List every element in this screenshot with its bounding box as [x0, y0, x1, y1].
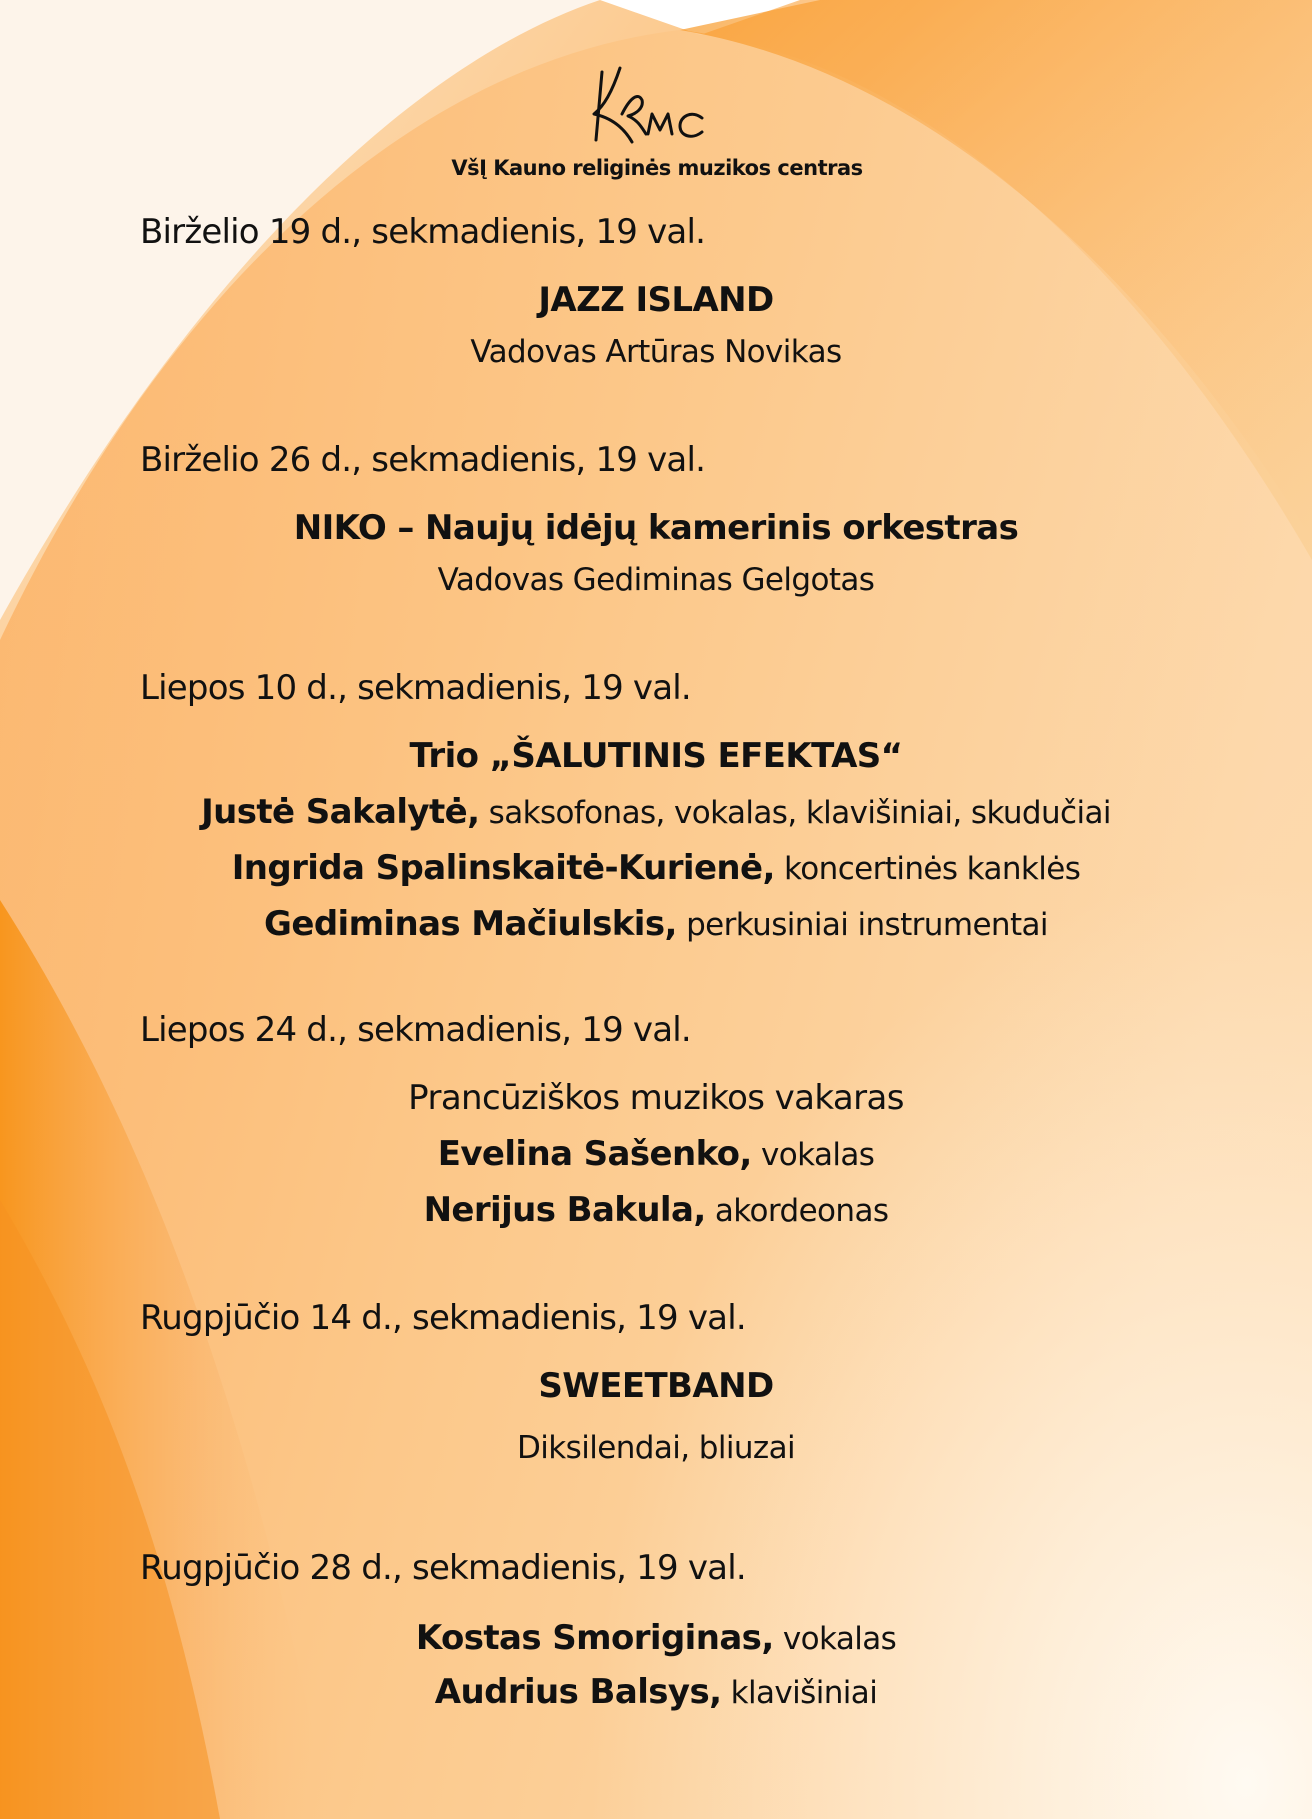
performer-name: Gediminas Mačiulskis, [264, 904, 677, 944]
event-6-performer-1 [0, 1618, 1312, 1658]
performer-role: vokalas [751, 1137, 875, 1173]
performer-name: Nerijus Bakula, [423, 1190, 706, 1230]
event-3-performer-1 [0, 792, 1312, 832]
event-5-genre: Diksilendai, bliuzai [517, 1430, 795, 1466]
performer-role: perkusiniai instrumentai [676, 907, 1048, 943]
event-1-leader: Vadovas Artūras Novikas [470, 334, 842, 370]
event-5-date: Rugpjūčio 14 d., sekmadienis, 19 val. [140, 1298, 746, 1338]
performer-name: Audrius Balsys, [434, 1672, 722, 1712]
event-5-title: SWEETBAND [538, 1366, 774, 1406]
performer-role: saksofonas, vokalas, klavišiniai, skudučiai [479, 795, 1111, 831]
event-6-date: Rugpjūčio 28 d., sekmadienis, 19 val. [140, 1548, 746, 1588]
event-3-date: Liepos 10 d., sekmadienis, 19 val. [140, 668, 691, 708]
organization-name: VšĮ Kauno religinės muzikos centras [451, 156, 863, 180]
event-2-leader: Vadovas Gediminas Gelgotas [437, 562, 875, 598]
performer-name: Kostas Smoriginas, [415, 1618, 774, 1658]
krmc-logo [582, 62, 732, 152]
event-6-performer-2 [0, 1672, 1312, 1712]
event-1-title: JAZZ ISLAND [538, 280, 774, 320]
event-2-title: NIKO – Naujų idėjų kamerinis orkestras [293, 508, 1019, 548]
event-3-performer-2 [0, 848, 1312, 888]
event-3-title: Trio „ŠALUTINIS EFEKTAS“ [409, 736, 903, 776]
event-4-performer-2 [0, 1190, 1312, 1230]
performer-role: akordeonas [705, 1193, 889, 1229]
performer-name: Evelina Sašenko, [437, 1134, 752, 1174]
event-1-date: Birželio 19 d., sekmadienis, 19 val. [140, 212, 706, 252]
performer-name: Ingrida Spalinskaitė-Kurienė, [231, 848, 775, 888]
performer-role: vokalas [773, 1621, 897, 1657]
performer-role: klavišiniai [721, 1675, 878, 1711]
performer-name: Justė Sakalytė, [201, 792, 480, 832]
event-3-performer-3 [0, 904, 1312, 944]
event-4-subtitle: Prancūziškos muzikos vakaras [408, 1078, 904, 1118]
event-4-performer-1 [0, 1134, 1312, 1174]
event-2-date: Birželio 26 d., sekmadienis, 19 val. [140, 440, 706, 480]
event-4-date: Liepos 24 d., sekmadienis, 19 val. [140, 1010, 691, 1050]
performer-role: koncertinės kanklės [774, 851, 1081, 887]
